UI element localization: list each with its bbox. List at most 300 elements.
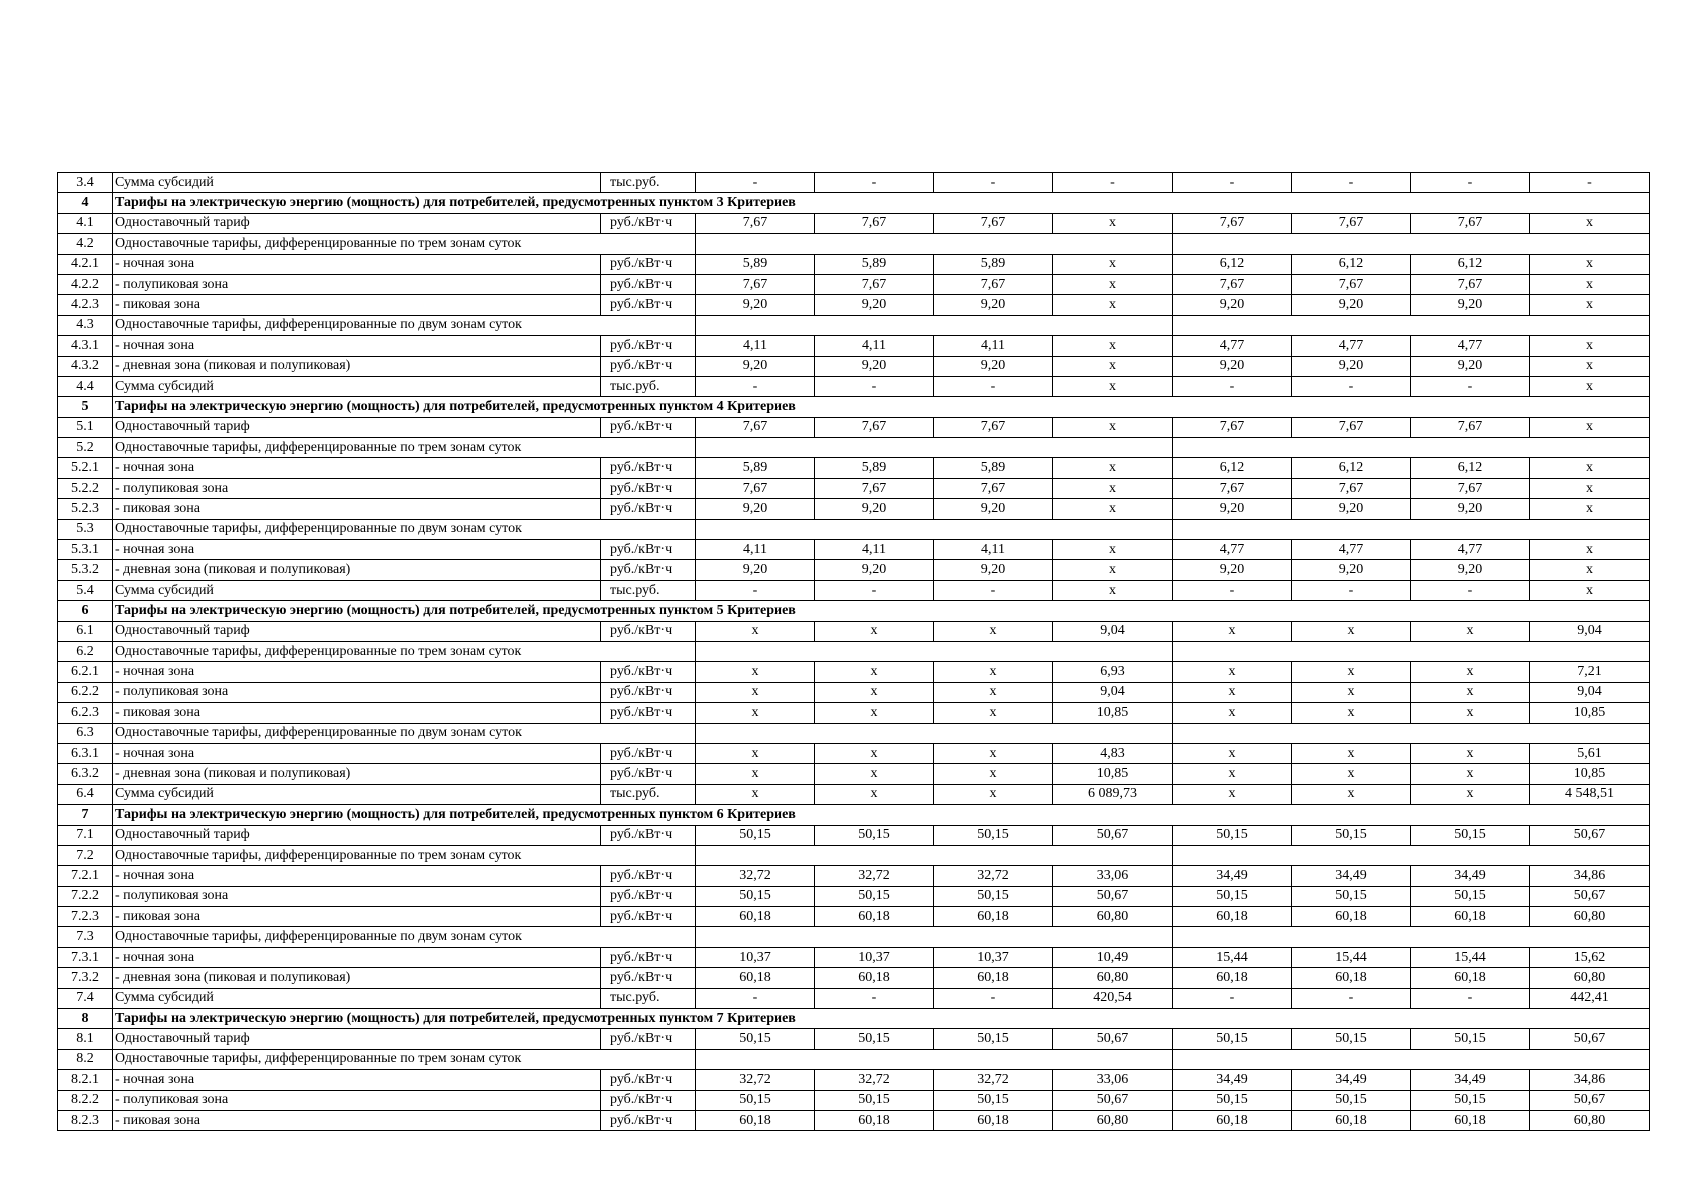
row-name: - ночная зона — [113, 947, 601, 967]
group-title: Одноставочные тарифы, дифференцированные по двум зонам суток — [113, 927, 696, 947]
value-cell: x — [1530, 356, 1650, 376]
row-name: - ночная зона — [113, 743, 601, 763]
section-title: Тарифы на электрическую энергию (мощность) для потребителей, предусмотренных пунктом 3 Критериев — [113, 193, 1650, 213]
value-cell: 9,20 — [815, 295, 934, 315]
value-cell: - — [934, 580, 1053, 600]
row-unit: руб./кВт·ч — [601, 1029, 696, 1049]
value-cell: - — [1053, 173, 1173, 193]
row-unit: руб./кВт·ч — [601, 499, 696, 519]
value-cell: 60,18 — [696, 968, 815, 988]
value-cell: 9,20 — [1411, 356, 1530, 376]
value-cell: 60,18 — [934, 968, 1053, 988]
value-cell: - — [815, 580, 934, 600]
value-cell: x — [815, 743, 934, 763]
row-number: 5.1 — [58, 417, 113, 437]
table-row — [58, 540, 1650, 560]
table-row — [58, 682, 1650, 702]
value-cell: 9,20 — [815, 499, 934, 519]
section-title: Тарифы на электрическую энергию (мощность) для потребителей, предусмотренных пунктом 7 Критериев — [113, 1009, 1650, 1029]
empty-cell — [696, 1049, 1173, 1069]
table-row — [58, 560, 1650, 580]
value-cell: 32,72 — [815, 866, 934, 886]
value-cell: 4,11 — [934, 540, 1053, 560]
row-number: 5.3 — [58, 519, 113, 539]
value-cell: x — [934, 743, 1053, 763]
row-name: Сумма субсидий — [113, 580, 601, 600]
value-cell: - — [934, 173, 1053, 193]
value-cell: x — [1053, 213, 1173, 233]
value-cell: x — [1530, 458, 1650, 478]
value-cell: 60,18 — [1173, 1110, 1292, 1130]
value-cell: 6,12 — [1411, 254, 1530, 274]
value-cell: x — [696, 764, 815, 784]
row-number: 7 — [58, 805, 113, 825]
value-cell: 60,80 — [1530, 907, 1650, 927]
value-cell: 5,61 — [1530, 743, 1650, 763]
value-cell: 7,67 — [1173, 274, 1292, 294]
row-number: 7.1 — [58, 825, 113, 845]
value-cell: x — [1173, 784, 1292, 804]
value-cell: - — [1173, 173, 1292, 193]
value-cell: 60,18 — [815, 1110, 934, 1130]
row-name: - ночная зона — [113, 458, 601, 478]
tariff-table — [57, 172, 1650, 1131]
group-title: Одноставочные тарифы, дифференцированные по двум зонам суток — [113, 315, 696, 335]
empty-cell — [696, 641, 1173, 661]
value-cell: 15,44 — [1292, 947, 1411, 967]
value-cell: x — [1530, 580, 1650, 600]
value-cell: 50,67 — [1530, 825, 1650, 845]
row-name: Одноставочный тариф — [113, 621, 601, 641]
empty-cell — [1173, 723, 1650, 743]
value-cell: 7,67 — [815, 274, 934, 294]
table-row — [58, 336, 1650, 356]
value-cell: x — [1530, 295, 1650, 315]
group-title: Одноставочные тарифы, дифференцированные по трем зонам суток — [113, 845, 696, 865]
row-name: Одноставочный тариф — [113, 417, 601, 437]
value-cell: 32,72 — [815, 1070, 934, 1090]
table-row — [58, 173, 1650, 193]
row-unit: руб./кВт·ч — [601, 1090, 696, 1110]
value-cell: 9,20 — [1173, 295, 1292, 315]
empty-cell — [1173, 1049, 1650, 1069]
value-cell: 50,15 — [1411, 886, 1530, 906]
row-number: 7.3.2 — [58, 968, 113, 988]
value-cell: 4,11 — [815, 540, 934, 560]
row-name: - полупиковая зона — [113, 886, 601, 906]
row-name: - пиковая зона — [113, 295, 601, 315]
row-name: - пиковая зона — [113, 907, 601, 927]
section-row — [58, 1009, 1650, 1029]
value-cell: 32,72 — [696, 1070, 815, 1090]
value-cell: 9,20 — [815, 356, 934, 376]
table-row — [58, 907, 1650, 927]
value-cell: 7,67 — [815, 478, 934, 498]
row-number: 8.2.1 — [58, 1070, 113, 1090]
row-number: 6.1 — [58, 621, 113, 641]
value-cell: 5,89 — [934, 254, 1053, 274]
table-row — [58, 295, 1650, 315]
table-row — [58, 825, 1650, 845]
value-cell: 15,44 — [1173, 947, 1292, 967]
row-unit: руб./кВт·ч — [601, 764, 696, 784]
value-cell: 9,20 — [934, 295, 1053, 315]
value-cell: 60,18 — [934, 1110, 1053, 1130]
row-name: - пиковая зона — [113, 1110, 601, 1130]
row-name: - ночная зона — [113, 1070, 601, 1090]
row-unit: руб./кВт·ч — [601, 254, 696, 274]
value-cell: - — [1411, 173, 1530, 193]
value-cell: x — [696, 743, 815, 763]
table-row — [58, 743, 1650, 763]
value-cell: x — [1173, 743, 1292, 763]
value-cell: 9,20 — [1411, 560, 1530, 580]
value-cell: 4,11 — [934, 336, 1053, 356]
value-cell: 60,80 — [1053, 907, 1173, 927]
row-number: 4.2.1 — [58, 254, 113, 274]
row-unit: руб./кВт·ч — [601, 1070, 696, 1090]
value-cell: 34,49 — [1292, 1070, 1411, 1090]
row-number: 5.2.3 — [58, 499, 113, 519]
value-cell: 4,11 — [696, 336, 815, 356]
row-number: 5.2.1 — [58, 458, 113, 478]
table-row — [58, 784, 1650, 804]
row-name: Сумма субсидий — [113, 376, 601, 396]
value-cell: 6 089,73 — [1053, 784, 1173, 804]
row-unit: тыс.руб. — [601, 580, 696, 600]
value-cell: x — [1053, 458, 1173, 478]
row-number: 5.3.2 — [58, 560, 113, 580]
value-cell: 5,89 — [696, 458, 815, 478]
table-row — [58, 886, 1650, 906]
value-cell: 9,20 — [696, 499, 815, 519]
row-number: 6.2 — [58, 641, 113, 661]
tariff-table-body — [58, 173, 1650, 1131]
value-cell: 442,41 — [1530, 988, 1650, 1008]
section-row — [58, 805, 1650, 825]
group-row — [58, 641, 1650, 661]
group-row — [58, 1049, 1650, 1069]
row-number: 6.2.2 — [58, 682, 113, 702]
value-cell: 50,15 — [1411, 1090, 1530, 1110]
group-title: Одноставочные тарифы, дифференцированные по трем зонам суток — [113, 438, 696, 458]
group-row — [58, 438, 1650, 458]
row-name: Одноставочный тариф — [113, 213, 601, 233]
section-title: Тарифы на электрическую энергию (мощность) для потребителей, предусмотренных пунктом 4 Критериев — [113, 397, 1650, 417]
value-cell: x — [1292, 764, 1411, 784]
value-cell: 60,18 — [1292, 968, 1411, 988]
value-cell: 60,18 — [934, 907, 1053, 927]
value-cell: 4,77 — [1292, 336, 1411, 356]
value-cell: 32,72 — [934, 1070, 1053, 1090]
row-number: 7.3.1 — [58, 947, 113, 967]
value-cell: x — [1530, 213, 1650, 233]
value-cell: 60,18 — [1411, 1110, 1530, 1130]
value-cell: x — [1411, 682, 1530, 702]
value-cell: - — [1292, 988, 1411, 1008]
value-cell: 34,86 — [1530, 866, 1650, 886]
row-unit: руб./кВт·ч — [601, 560, 696, 580]
value-cell: 32,72 — [696, 866, 815, 886]
value-cell: x — [1173, 682, 1292, 702]
value-cell: 34,49 — [1173, 866, 1292, 886]
value-cell: 9,04 — [1530, 621, 1650, 641]
table-row — [58, 947, 1650, 967]
value-cell: x — [1292, 784, 1411, 804]
value-cell: x — [815, 682, 934, 702]
table-row — [58, 988, 1650, 1008]
value-cell: 9,20 — [1173, 499, 1292, 519]
value-cell: 50,15 — [1292, 1029, 1411, 1049]
table-row — [58, 274, 1650, 294]
value-cell: 5,89 — [815, 458, 934, 478]
row-unit: руб./кВт·ч — [601, 621, 696, 641]
value-cell: 60,18 — [1173, 907, 1292, 927]
empty-cell — [1173, 315, 1650, 335]
value-cell: 50,15 — [815, 886, 934, 906]
group-row — [58, 723, 1650, 743]
value-cell: 50,15 — [934, 1090, 1053, 1110]
value-cell: 9,20 — [934, 356, 1053, 376]
value-cell: 7,67 — [815, 213, 934, 233]
value-cell: x — [1173, 764, 1292, 784]
value-cell: x — [1292, 743, 1411, 763]
row-unit: руб./кВт·ч — [601, 886, 696, 906]
value-cell: - — [696, 376, 815, 396]
table-row — [58, 458, 1650, 478]
group-row — [58, 927, 1650, 947]
group-title: Одноставочные тарифы, дифференцированные по двум зонам суток — [113, 519, 696, 539]
value-cell: 34,86 — [1530, 1070, 1650, 1090]
row-number: 8 — [58, 1009, 113, 1029]
value-cell: 50,15 — [815, 1029, 934, 1049]
value-cell: 4 548,51 — [1530, 784, 1650, 804]
group-row — [58, 315, 1650, 335]
value-cell: 7,67 — [934, 478, 1053, 498]
row-number: 8.2.3 — [58, 1110, 113, 1130]
value-cell: 60,80 — [1530, 1110, 1650, 1130]
table-row — [58, 703, 1650, 723]
row-name: - дневная зона (пиковая и полупиковая) — [113, 968, 601, 988]
row-name: - ночная зона — [113, 254, 601, 274]
value-cell: 6,12 — [1292, 458, 1411, 478]
row-name: Сумма субсидий — [113, 784, 601, 804]
value-cell: 5,89 — [815, 254, 934, 274]
value-cell: x — [815, 662, 934, 682]
value-cell: 50,15 — [1173, 825, 1292, 845]
value-cell: x — [1053, 254, 1173, 274]
row-number: 4.4 — [58, 376, 113, 396]
value-cell: - — [1292, 580, 1411, 600]
row-name: - ночная зона — [113, 336, 601, 356]
row-unit: руб./кВт·ч — [601, 662, 696, 682]
value-cell: - — [696, 173, 815, 193]
value-cell: x — [1292, 621, 1411, 641]
row-name: - ночная зона — [113, 866, 601, 886]
value-cell: 10,49 — [1053, 947, 1173, 967]
row-unit: руб./кВт·ч — [601, 743, 696, 763]
value-cell: 50,15 — [815, 825, 934, 845]
value-cell: 60,18 — [1411, 907, 1530, 927]
row-number: 8.1 — [58, 1029, 113, 1049]
value-cell: x — [934, 784, 1053, 804]
value-cell: 7,67 — [1292, 274, 1411, 294]
value-cell: x — [1530, 499, 1650, 519]
value-cell: - — [815, 988, 934, 1008]
value-cell: x — [1292, 682, 1411, 702]
value-cell: 50,67 — [1053, 825, 1173, 845]
row-unit: тыс.руб. — [601, 173, 696, 193]
value-cell: - — [1411, 376, 1530, 396]
value-cell: 4,11 — [815, 336, 934, 356]
table-row — [58, 478, 1650, 498]
value-cell: 6,93 — [1053, 662, 1173, 682]
row-unit: руб./кВт·ч — [601, 336, 696, 356]
value-cell: 9,20 — [1292, 499, 1411, 519]
value-cell: 50,15 — [696, 825, 815, 845]
row-name: Одноставочный тариф — [113, 1029, 601, 1049]
value-cell: 7,67 — [1292, 213, 1411, 233]
row-number: 5.3.1 — [58, 540, 113, 560]
value-cell: 10,85 — [1053, 703, 1173, 723]
row-number: 4.2.2 — [58, 274, 113, 294]
value-cell: 60,18 — [696, 1110, 815, 1130]
value-cell: 6,12 — [1411, 458, 1530, 478]
value-cell: x — [1530, 478, 1650, 498]
row-unit: руб./кВт·ч — [601, 213, 696, 233]
value-cell: 7,67 — [696, 478, 815, 498]
value-cell: x — [1053, 376, 1173, 396]
value-cell: x — [815, 703, 934, 723]
row-unit: тыс.руб. — [601, 376, 696, 396]
row-number: 7.4 — [58, 988, 113, 1008]
value-cell: 7,67 — [1411, 213, 1530, 233]
value-cell: 50,15 — [934, 1029, 1053, 1049]
value-cell: - — [934, 376, 1053, 396]
value-cell: 10,85 — [1530, 764, 1650, 784]
group-title: Одноставочные тарифы, дифференцированные по трем зонам суток — [113, 234, 696, 254]
value-cell: 7,67 — [934, 213, 1053, 233]
value-cell: 10,37 — [815, 947, 934, 967]
row-name: - ночная зона — [113, 540, 601, 560]
row-unit: руб./кВт·ч — [601, 458, 696, 478]
value-cell: 7,67 — [1173, 213, 1292, 233]
value-cell: 4,77 — [1411, 336, 1530, 356]
value-cell: 34,49 — [1173, 1070, 1292, 1090]
value-cell: 60,18 — [815, 968, 934, 988]
value-cell: x — [1530, 417, 1650, 437]
value-cell: 50,15 — [696, 1090, 815, 1110]
empty-cell — [696, 234, 1173, 254]
group-title: Одноставочные тарифы, дифференцированные по трем зонам суток — [113, 1049, 696, 1069]
table-row — [58, 213, 1650, 233]
value-cell: x — [1053, 580, 1173, 600]
value-cell: 50,67 — [1053, 886, 1173, 906]
value-cell: 50,67 — [1530, 1029, 1650, 1049]
row-name: Сумма субсидий — [113, 988, 601, 1008]
value-cell: 50,67 — [1530, 886, 1650, 906]
value-cell: x — [696, 703, 815, 723]
row-number: 5.2.2 — [58, 478, 113, 498]
row-number: 6.2.3 — [58, 703, 113, 723]
value-cell: x — [1053, 540, 1173, 560]
empty-cell — [696, 315, 1173, 335]
value-cell: x — [1292, 662, 1411, 682]
value-cell: x — [1053, 336, 1173, 356]
row-unit: руб./кВт·ч — [601, 947, 696, 967]
value-cell: x — [1053, 478, 1173, 498]
row-number: 7.2.1 — [58, 866, 113, 886]
table-row — [58, 1070, 1650, 1090]
row-number: 4.2.3 — [58, 295, 113, 315]
value-cell: x — [1053, 356, 1173, 376]
row-unit: руб./кВт·ч — [601, 356, 696, 376]
section-row — [58, 601, 1650, 621]
group-row — [58, 845, 1650, 865]
value-cell: x — [1411, 764, 1530, 784]
row-unit: руб./кВт·ч — [601, 417, 696, 437]
value-cell: 4,77 — [1173, 336, 1292, 356]
value-cell: 4,77 — [1173, 540, 1292, 560]
value-cell: 34,49 — [1411, 866, 1530, 886]
value-cell: 60,80 — [1053, 968, 1173, 988]
row-number: 6.3.1 — [58, 743, 113, 763]
table-row — [58, 1090, 1650, 1110]
value-cell: x — [1530, 540, 1650, 560]
value-cell: 50,15 — [1173, 1029, 1292, 1049]
value-cell: 9,20 — [1173, 560, 1292, 580]
row-name: - ночная зона — [113, 662, 601, 682]
row-name: - дневная зона (пиковая и полупиковая) — [113, 764, 601, 784]
value-cell: 60,18 — [1411, 968, 1530, 988]
value-cell: 50,15 — [1173, 886, 1292, 906]
value-cell: 7,67 — [1173, 478, 1292, 498]
value-cell: 60,18 — [815, 907, 934, 927]
row-number: 4 — [58, 193, 113, 213]
group-row — [58, 234, 1650, 254]
value-cell: 50,15 — [934, 886, 1053, 906]
value-cell: 7,67 — [696, 417, 815, 437]
table-row — [58, 356, 1650, 376]
value-cell: 7,67 — [696, 274, 815, 294]
value-cell: x — [1411, 743, 1530, 763]
value-cell: x — [1053, 417, 1173, 437]
empty-cell — [696, 438, 1173, 458]
empty-cell — [1173, 845, 1650, 865]
value-cell: 7,67 — [1411, 417, 1530, 437]
value-cell: 50,15 — [934, 825, 1053, 845]
value-cell: x — [815, 621, 934, 641]
empty-cell — [1173, 641, 1650, 661]
value-cell: 9,20 — [934, 499, 1053, 519]
value-cell: - — [815, 173, 934, 193]
table-row — [58, 580, 1650, 600]
value-cell: 60,18 — [1173, 968, 1292, 988]
table-row — [58, 1029, 1650, 1049]
value-cell: - — [696, 988, 815, 1008]
value-cell: 9,20 — [1292, 560, 1411, 580]
value-cell: 7,67 — [934, 274, 1053, 294]
group-title: Одноставочные тарифы, дифференцированные по двум зонам суток — [113, 723, 696, 743]
value-cell: 10,37 — [696, 947, 815, 967]
value-cell: 4,83 — [1053, 743, 1173, 763]
value-cell: 9,20 — [1292, 295, 1411, 315]
table-row — [58, 621, 1650, 641]
value-cell: 50,15 — [1292, 1090, 1411, 1110]
group-row — [58, 519, 1650, 539]
row-unit: руб./кВт·ч — [601, 540, 696, 560]
value-cell: 50,15 — [1411, 825, 1530, 845]
